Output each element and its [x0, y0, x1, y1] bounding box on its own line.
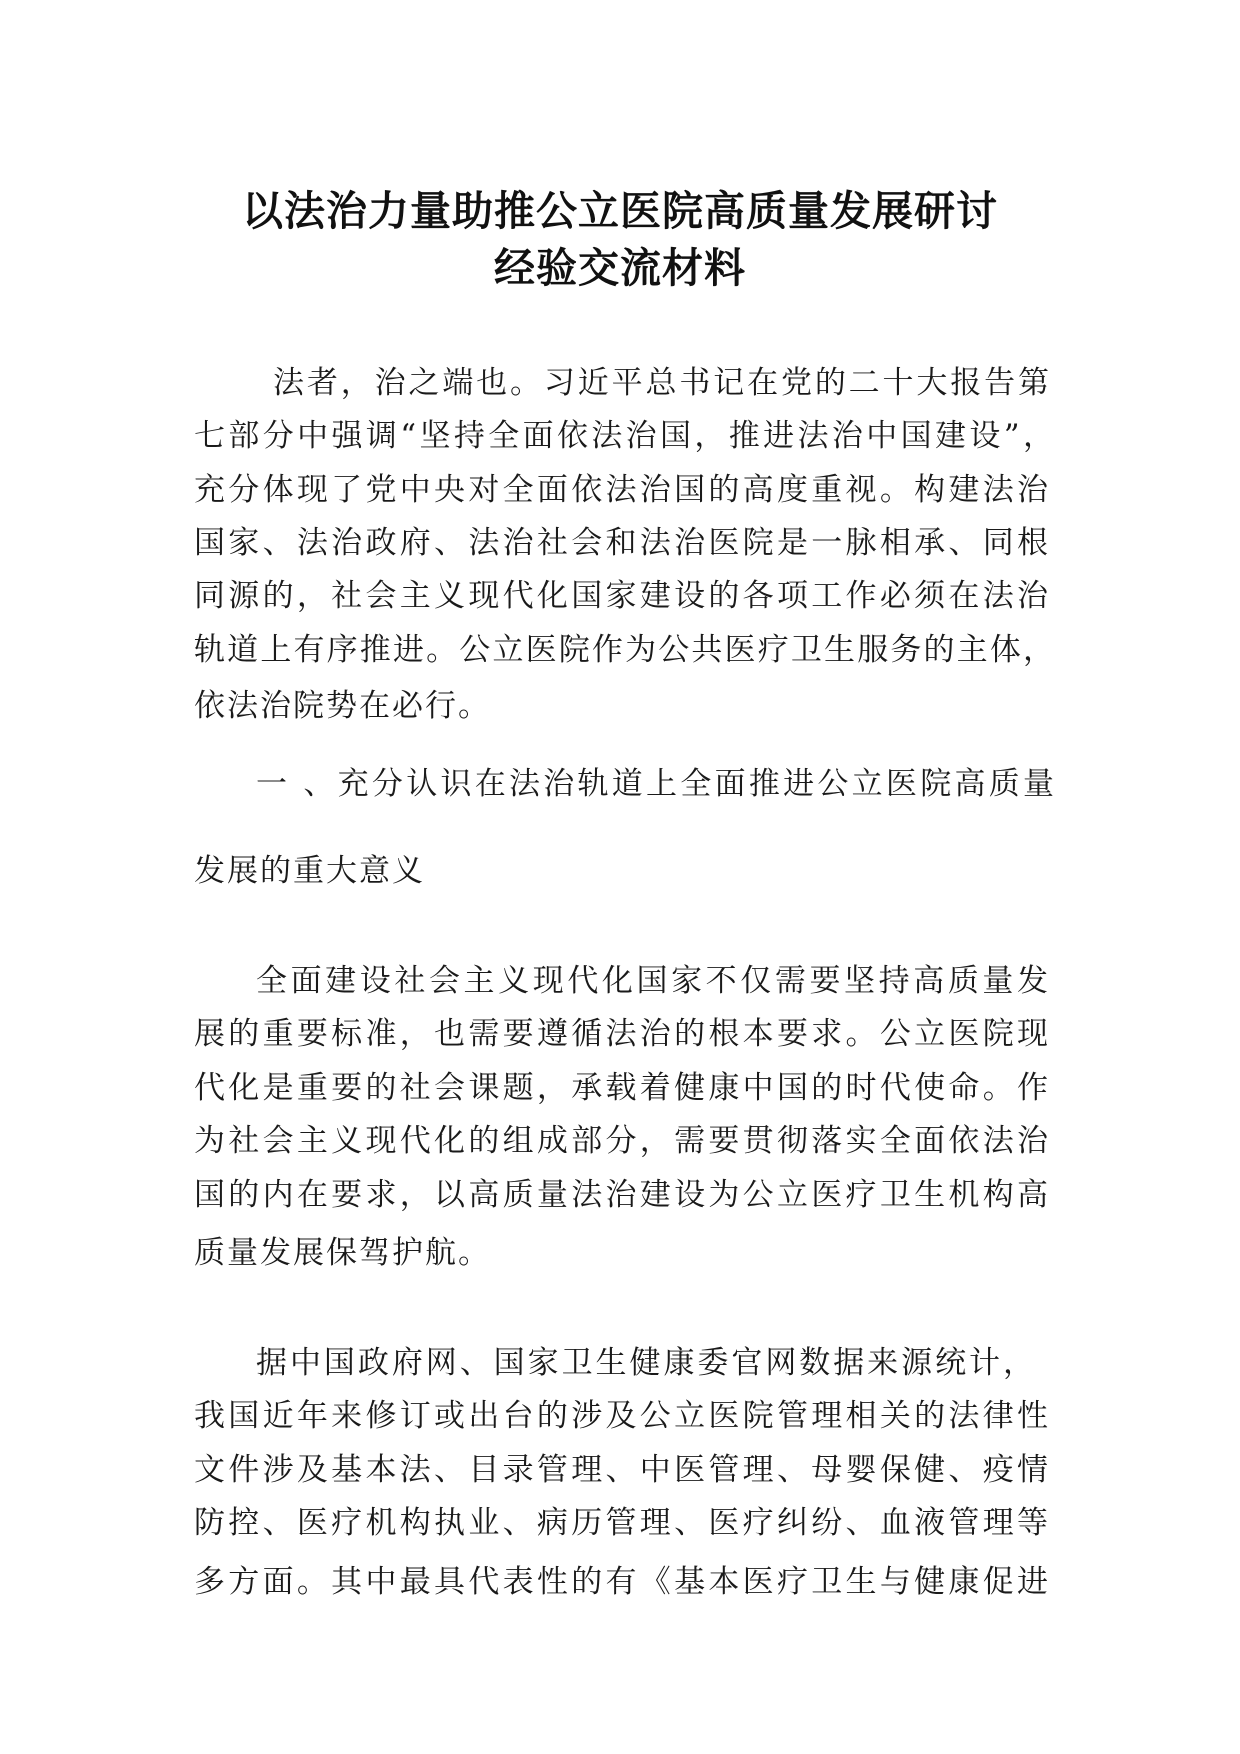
paragraph-3-line-2: 展的重要标准，也需要遵循法治的根本要求。公立医院现	[194, 1016, 1048, 1052]
paragraph-3-line-6: 质量发展保驾护航。	[194, 1235, 491, 1271]
paragraph-3-line-1: 全面建设社会主义现代化国家不仅需要坚持高质量发	[256, 963, 1048, 999]
paragraph-3-line-4: 为社会主义现代化的组成部分，需要贯彻落实全面依法治	[194, 1123, 1048, 1159]
paragraph-1-line-7: 依法治院势在必行。	[194, 688, 491, 724]
paragraph-1-line-4: 国家、法治政府、法治社会和法治医院是一脉相承、同根	[194, 525, 1048, 561]
paragraph-1-line-3: 充分体现了党中央对全面依法治国的高度重视。构建法治	[194, 472, 1048, 508]
paragraph-1-line-1: 法者，治之端也。习近平总书记在党的二十大报告第	[273, 365, 1049, 401]
section-heading-line-1: 一 、充分认识在法治轨道上全面推进公立医院高质量	[256, 766, 1054, 802]
paragraph-1-line-5: 同源的，社会主义现代化国家建设的各项工作必须在法治	[194, 578, 1048, 614]
paragraph-4-line-4: 防控、医疗机构执业、病历管理、医疗纠纷、血液管理等	[194, 1505, 1048, 1541]
section-heading-line-2: 发展的重大意义	[194, 853, 425, 889]
paragraph-4-line-3: 文件涉及基本法、目录管理、中医管理、母婴保健、疫情	[194, 1452, 1048, 1488]
paragraph-1-line-2: 七部分中强调“坚持全面依法治国，推进法治中国建设”，	[194, 418, 1054, 454]
document-title-line-2: 经验交流材料	[494, 244, 746, 292]
paragraph-4-line-5: 多方面。其中最具代表性的有《基本医疗卫生与健康促进	[194, 1564, 1048, 1600]
paragraph-4-line-2: 我国近年来修订或出台的涉及公立医院管理相关的法律性	[194, 1398, 1048, 1434]
paragraph-1-line-6: 轨道上有序推进。公立医院作为公共医疗卫生服务的主体，	[194, 632, 1054, 668]
paragraph-3-line-3: 代化是重要的社会课题，承载着健康中国的时代使命。作	[194, 1070, 1048, 1106]
document-title-line-1: 以法治力量助推公立医院高质量发展研讨	[242, 187, 998, 235]
paragraph-4-line-1: 据中国政府网、国家卫生健康委官网数据来源统计，	[256, 1345, 1034, 1381]
paragraph-3-line-5: 国的内在要求，以高质量法治建设为公立医疗卫生机构高	[194, 1177, 1048, 1213]
